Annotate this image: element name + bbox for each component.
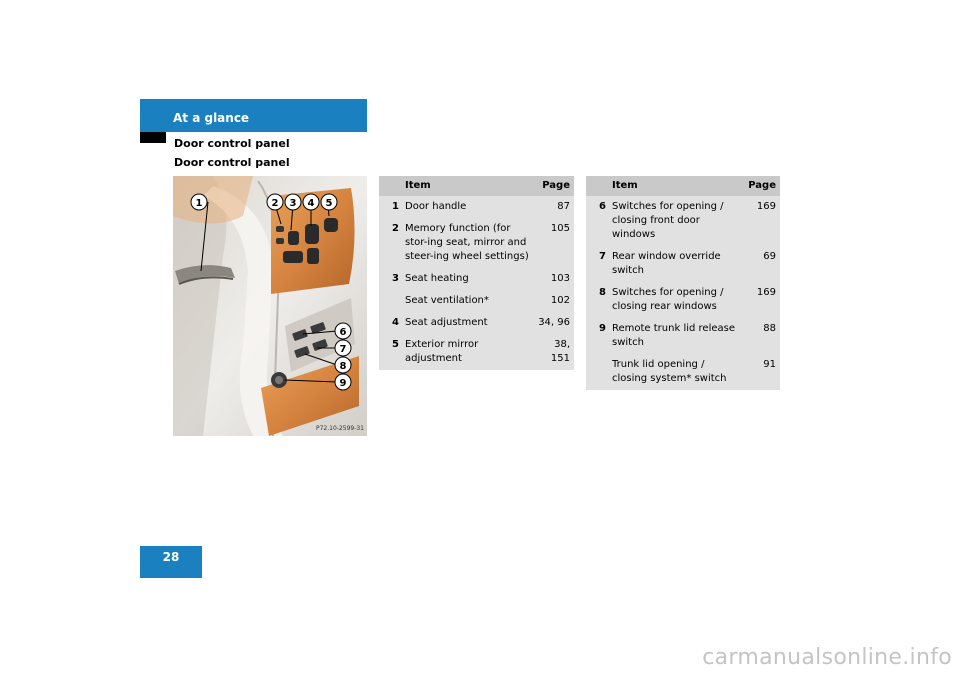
- row-item: Door handle: [405, 201, 467, 212]
- row-number: [586, 358, 610, 386]
- row-item: Remote trunk lid release switch: [612, 323, 735, 348]
- table-row: [586, 196, 780, 246]
- table-row: [586, 354, 780, 390]
- row-page: 169: [756, 287, 776, 298]
- row-page: 88: [763, 323, 776, 334]
- table-header: [586, 176, 780, 196]
- row-page: 87: [557, 201, 570, 212]
- chapter-title: At a glance: [173, 111, 250, 125]
- row-number: 5: [392, 339, 399, 350]
- row-page: 34, 96: [538, 317, 570, 328]
- row-number: 2: [392, 223, 399, 234]
- table-row: [586, 246, 780, 282]
- row-page: 91: [763, 359, 776, 370]
- callout-2: 2: [271, 198, 279, 209]
- table-row: [586, 318, 780, 354]
- row-number: 7: [599, 251, 606, 262]
- row-page: 69: [763, 251, 776, 262]
- callout-4: 4: [307, 198, 315, 209]
- items-table-left: [379, 176, 574, 370]
- table-row: [379, 312, 574, 334]
- callout-7: 7: [339, 344, 347, 355]
- door-panel-illustration: [173, 176, 367, 436]
- page-number: 28: [162, 550, 180, 564]
- figure-code: P72.10-2599-31: [315, 425, 364, 432]
- row-page: 38, 151: [550, 339, 570, 364]
- row-number: 6: [599, 201, 606, 212]
- callout-9: 9: [339, 378, 347, 389]
- row-number: 9: [599, 323, 606, 334]
- door-panel-photo: [173, 176, 367, 436]
- row-item: Rear window override switch: [612, 251, 721, 276]
- row-number: 4: [392, 317, 399, 328]
- table-row: [379, 290, 574, 312]
- row-item: Switches for opening / closing rear windows: [612, 287, 724, 312]
- callout-3: 3: [289, 198, 297, 209]
- page-number-box: [140, 546, 202, 578]
- row-page: 169: [756, 201, 776, 212]
- row-item: Seat adjustment: [405, 317, 488, 328]
- row-number: [379, 294, 403, 308]
- header-item: Item: [612, 180, 638, 191]
- table-header: [379, 176, 574, 196]
- table-row: [379, 334, 574, 370]
- table-row: [379, 196, 574, 218]
- section-heading: Door control panel: [174, 137, 290, 150]
- table-row: [586, 282, 780, 318]
- callout-1: 1: [195, 198, 203, 209]
- header-page: Page: [748, 180, 776, 191]
- row-number: 8: [599, 287, 606, 298]
- chapter-header-bar: [140, 99, 367, 132]
- table-row: [379, 268, 574, 290]
- header-tab-marker: [140, 132, 166, 143]
- row-item: Exterior mirror adjustment: [405, 339, 479, 364]
- watermark: carmanualsonline.info: [702, 645, 952, 670]
- callout-8: 8: [339, 361, 347, 372]
- row-item: Seat ventilation*: [405, 295, 489, 306]
- row-number: 3: [392, 273, 399, 284]
- table-row: [379, 218, 574, 268]
- header-item: Item: [405, 180, 431, 191]
- row-number: 1: [392, 201, 399, 212]
- callout-6: 6: [339, 327, 347, 338]
- row-page: 103: [550, 273, 570, 284]
- row-item: Seat heating: [405, 273, 469, 284]
- items-table-right: [586, 176, 780, 390]
- callout-5: 5: [325, 198, 333, 209]
- header-page: Page: [542, 180, 570, 191]
- row-item: Memory function (for stor-ing seat, mirror and steer-ing wheel settings): [405, 223, 529, 262]
- row-item: Switches for opening / closing front door windows: [612, 201, 724, 240]
- row-page: 102: [550, 295, 570, 306]
- subsection-heading: Door control panel: [174, 156, 290, 169]
- row-item: Trunk lid opening / closing system* switch: [612, 359, 727, 384]
- row-page: 105: [550, 223, 570, 234]
